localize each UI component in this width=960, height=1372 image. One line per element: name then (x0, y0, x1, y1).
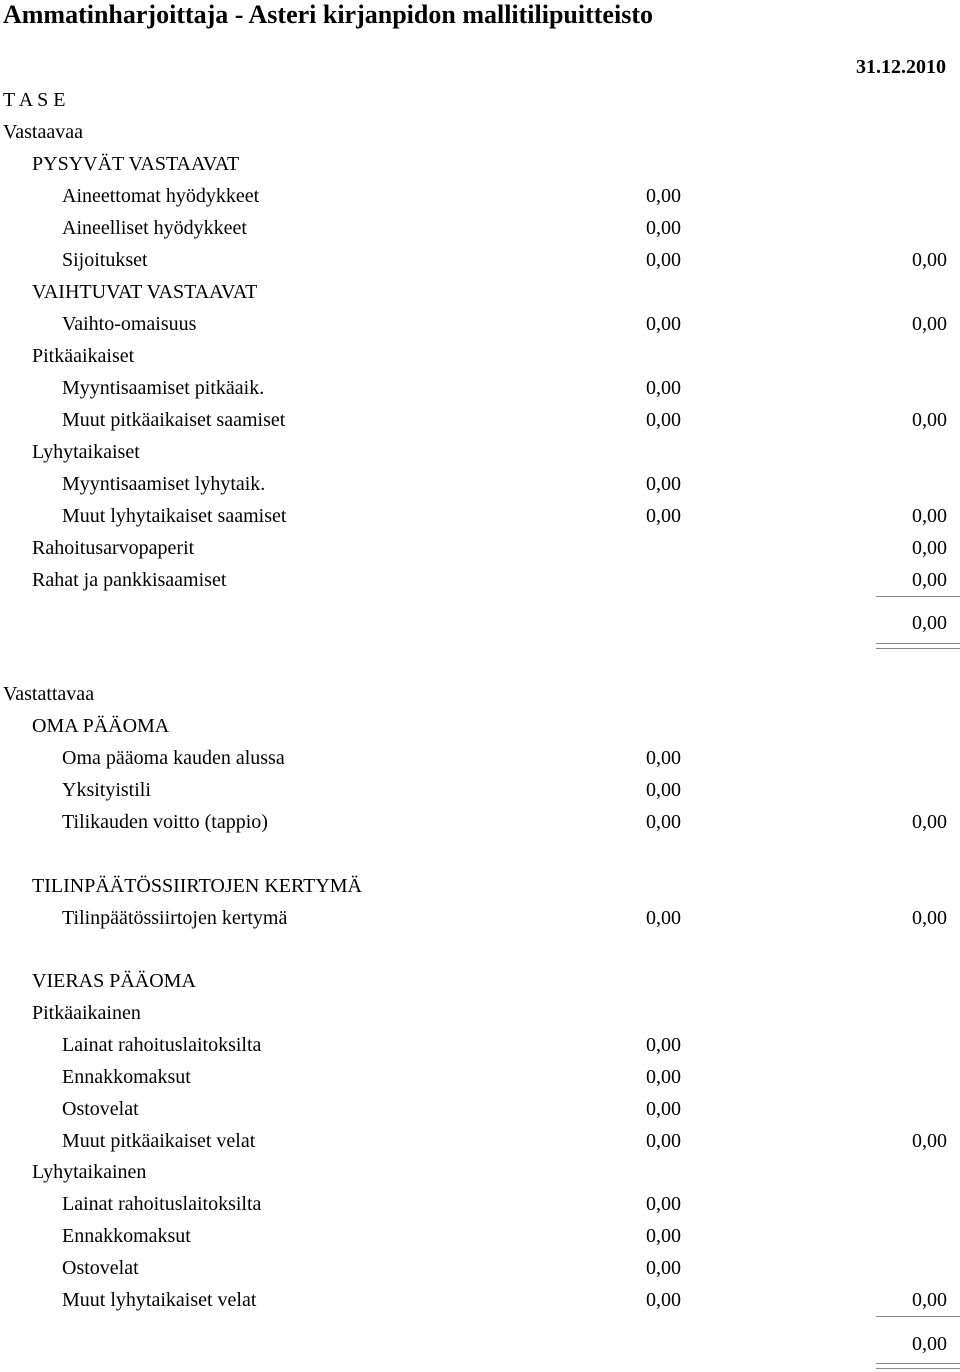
account-row (0, 1125, 960, 1157)
row-label: Vastaavaa (3, 121, 83, 143)
row-subtotal: 0,00 (912, 313, 947, 335)
account-row (0, 212, 960, 244)
account-row (0, 1061, 960, 1093)
row-label: Muut lyhytaikaiset saamiset (62, 505, 287, 527)
row-label: Tilinpäätössiirtojen kertymä (62, 907, 288, 929)
account-row (0, 564, 960, 596)
oma-paaoma-heading (0, 710, 960, 742)
tase-heading (0, 84, 960, 116)
row-label: Muut pitkäaikaiset saamiset (62, 409, 286, 431)
row-value: 0,00 (646, 1289, 681, 1311)
row-value: 0,00 (646, 409, 681, 431)
row-value: 0,00 (646, 249, 681, 271)
row-label: VAIHTUVAT VASTAAVAT (32, 281, 258, 303)
row-label: OMA PÄÄOMA (32, 715, 170, 737)
row-label: Sijoitukset (62, 249, 148, 271)
account-row (0, 532, 960, 564)
report-title: Ammatinharjoittaja - Asteri kirjanpidon mallitilipuitteisto (3, 0, 653, 29)
sum-rule (876, 1316, 960, 1317)
row-value: 0,00 (646, 505, 681, 527)
row-value: 0,00 (646, 377, 681, 399)
row-value: 0,00 (646, 185, 681, 207)
vaihtuvat-heading (0, 276, 960, 308)
pitkaaikaiset-heading (0, 340, 960, 372)
lyhytaikaiset-heading (0, 436, 960, 468)
row-label: Lyhytaikaiset (32, 441, 140, 463)
row-label: Rahoitusarvopaperit (32, 537, 195, 559)
row-subtotal: 0,00 (912, 1289, 947, 1311)
row-value: 0,00 (646, 1066, 681, 1088)
row-label: Lainat rahoituslaitoksilta (62, 1193, 262, 1215)
account-row (0, 372, 960, 404)
row-subtotal: 0,00 (912, 907, 947, 929)
row-subtotal: 0,00 (912, 505, 947, 527)
row-value: 0,00 (646, 313, 681, 335)
account-row (0, 180, 960, 212)
row-label: Tilikauden voitto (tappio) (62, 811, 268, 833)
row-label: Rahat ja pankkisaamiset (32, 569, 227, 591)
vastattavaa-heading (0, 678, 960, 710)
vastattavaa-total-row (0, 1328, 960, 1360)
vastaavaa-total: 0,00 (912, 612, 947, 634)
row-label: T A S E (3, 89, 66, 111)
row-label: Lyhytaikainen (32, 1161, 147, 1183)
row-label: TILINPÄÄTÖSSIIRTOJEN KERTYMÄ (32, 875, 362, 897)
pysyvat-heading (0, 148, 960, 180)
row-value: 0,00 (646, 1034, 681, 1056)
row-label: Aineettomat hyödykkeet (62, 185, 260, 207)
row-label: Ostovelat (62, 1257, 139, 1279)
vieras-paaoma-heading (0, 965, 960, 997)
row-label: Muut lyhytaikaiset velat (62, 1289, 257, 1311)
account-row (0, 1093, 960, 1125)
row-label: Myyntisaamiset lyhytaik. (62, 473, 266, 495)
row-subtotal: 0,00 (912, 569, 947, 591)
row-subtotal: 0,00 (912, 537, 947, 559)
row-value: 0,00 (646, 217, 681, 239)
account-row (0, 468, 960, 500)
row-label: PYSYVÄT VASTAAVAT (32, 153, 240, 175)
pitkaaikainen-heading (0, 997, 960, 1029)
tilinpaatos-heading (0, 870, 960, 902)
account-row (0, 244, 960, 276)
row-label: Yksityistili (62, 779, 151, 801)
row-label: Muut pitkäaikaiset velat (62, 1130, 256, 1152)
lyhytaikainen-heading (0, 1156, 960, 1188)
account-row (0, 404, 960, 436)
row-value: 0,00 (646, 1193, 681, 1215)
row-label: Ennakkomaksut (62, 1225, 191, 1247)
row-value: 0,00 (646, 1225, 681, 1247)
account-row (0, 806, 960, 838)
row-label: Myyntisaamiset pitkäaik. (62, 377, 265, 399)
account-row (0, 902, 960, 934)
row-value: 0,00 (646, 811, 681, 833)
row-label: VIERAS PÄÄOMA (32, 970, 196, 992)
vastaavaa-total-row (0, 607, 960, 639)
row-value: 0,00 (646, 779, 681, 801)
vastattavaa-total: 0,00 (912, 1333, 947, 1355)
row-label: Pitkäaikainen (32, 1002, 141, 1024)
row-label: Vastattavaa (3, 683, 95, 705)
row-subtotal: 0,00 (912, 409, 947, 431)
row-value: 0,00 (646, 747, 681, 769)
total-double-rule (876, 1363, 960, 1369)
row-label: Vaihto-omaisuus (62, 313, 197, 335)
total-double-rule (876, 643, 960, 649)
row-subtotal: 0,00 (912, 249, 947, 271)
row-subtotal: 0,00 (912, 1130, 947, 1152)
row-label: Pitkäaikaiset (32, 345, 135, 367)
row-label: Ostovelat (62, 1098, 139, 1120)
row-value: 0,00 (646, 1257, 681, 1279)
account-row (0, 308, 960, 340)
row-label: Lainat rahoituslaitoksilta (62, 1034, 262, 1056)
row-value: 0,00 (646, 1098, 681, 1120)
row-value: 0,00 (646, 1130, 681, 1152)
account-row (0, 1252, 960, 1284)
account-row (0, 1220, 960, 1252)
account-row (0, 1284, 960, 1316)
account-row (0, 1188, 960, 1220)
row-label: Oma pääoma kauden alussa (62, 747, 285, 769)
account-row (0, 1029, 960, 1061)
row-label: Ennakkomaksut (62, 1066, 191, 1088)
row-subtotal: 0,00 (912, 811, 947, 833)
row-value: 0,00 (646, 907, 681, 929)
row-label: Aineelliset hyödykkeet (62, 217, 247, 239)
row-value: 0,00 (646, 473, 681, 495)
account-row (0, 500, 960, 532)
account-row (0, 774, 960, 806)
vastaavaa-heading (0, 116, 960, 148)
account-row (0, 742, 960, 774)
report-date: 31.12.2010 (856, 56, 946, 78)
sum-rule (876, 596, 960, 597)
